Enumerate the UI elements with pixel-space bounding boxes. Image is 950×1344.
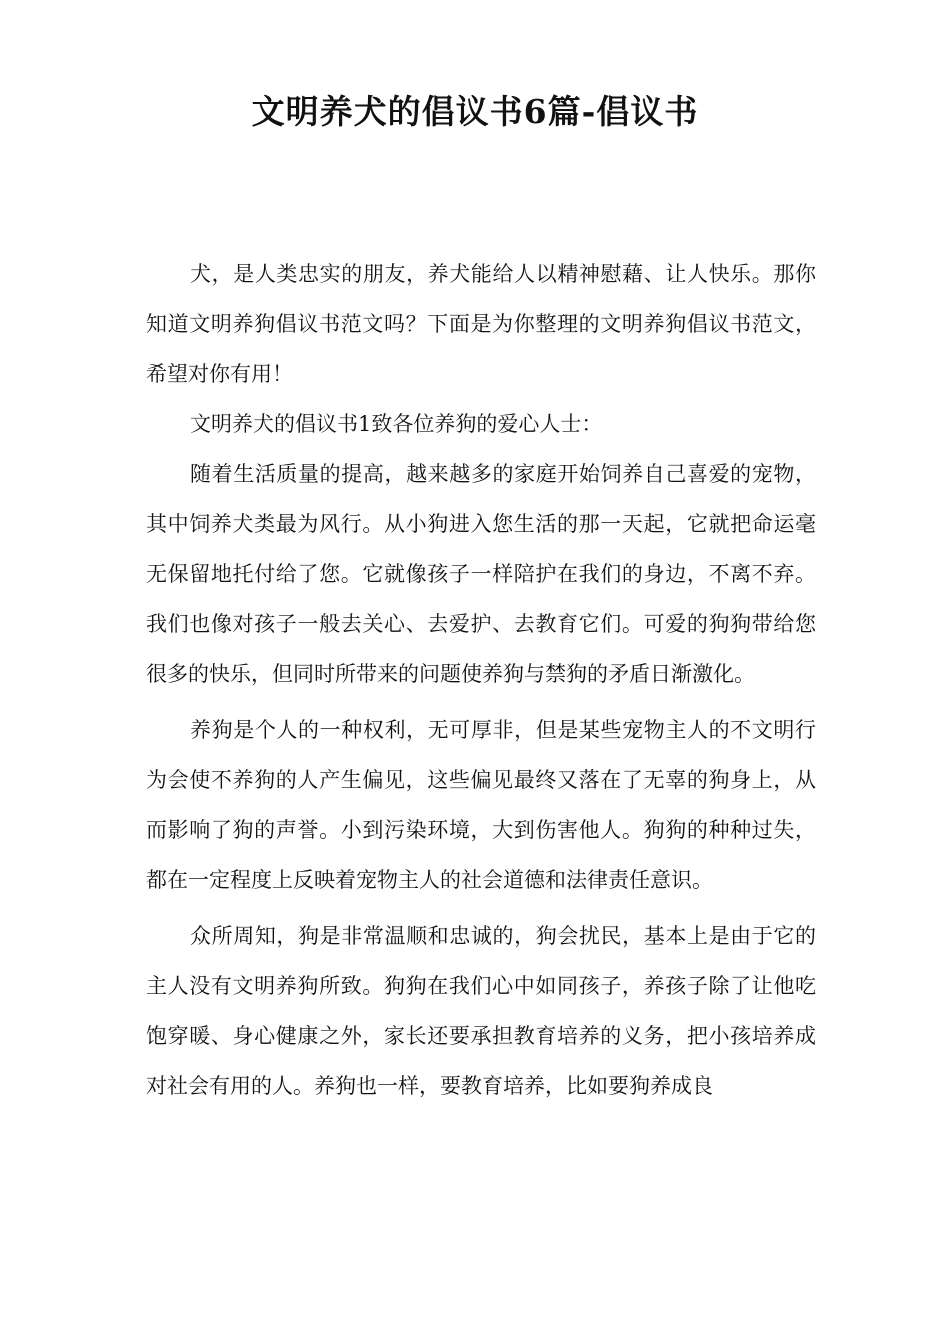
intro-paragraph: 犬，是人类忠实的朋友，养犬能给人以精神慰藉、让人快乐。那你知道文明养狗倡议书范文吗？下面是为你整理的文明养狗倡议书范文，希望对你有用！: [146, 262, 816, 386]
letter-greeting: 文明养犬的倡议书1致各位养狗的爱心人士：: [190, 412, 603, 436]
document-body: [146, 249, 816, 1111]
body-paragraph-2: 养狗是个人的一种权利，无可厚非，但是某些宠物主人的不文明行为会使不养狗的人产生偏见，这些偏见最终又落在了无辜的狗身上，从而影响了狗的声誉。小到污染环境，大到伤害他人。狗狗的种种过失，都在一定程度上反映着宠物主人的社会道德和法律责任意识。: [146, 718, 816, 892]
body-paragraph-3: 众所周知，狗是非常温顺和忠诚的，狗会扰民，基本上是由于它的主人没有文明养狗所致。狗狗在我们心中如同孩子，养孩子除了让他吃饱穿暖、身心健康之外，家长还要承担教育培养的义务，把小孩培养成对社会有用的人。养狗也一样，要教育培养，比如要狗养成良: [146, 924, 816, 1098]
body-paragraph-1: 随着生活质量的提高，越来越多的家庭开始饲养自己喜爱的宠物，其中饲养犬类最为风行。从小狗进入您生活的那一天起，它就把命运毫无保留地托付给了您。它就像孩子一样陪护在我们的身边，不离不弃。我们也像对孩子一般去关心、去爱护、去教育它们。可爱的狗狗带给您很多的快乐，但同时所带来的问题使养狗与禁狗的矛盾日渐激化。: [146, 462, 816, 686]
document-title: 文明养犬的倡议书6篇-倡议书: [251, 92, 699, 131]
